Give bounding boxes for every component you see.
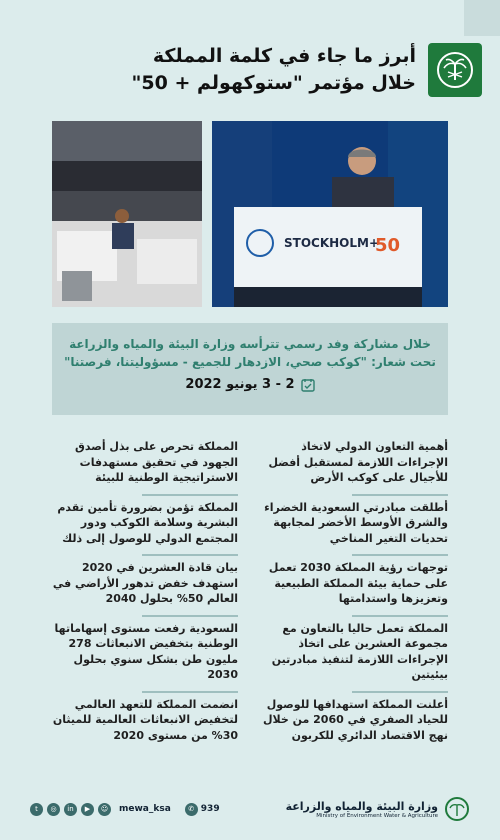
youtube-icon[interactable]: ▶ [81,803,94,816]
header [40,40,482,100]
ministry-name-ar: وزارة البيئة والمياه والزراعة [285,799,438,813]
corner-tab [464,0,500,36]
key-point: بيان قادة العشرين في 2020 استهدف خفض تدهور الأراضي في العالم 50% بحلول 2040 [52,556,238,617]
hotline [185,803,220,816]
ministry-logo [428,43,482,97]
key-point: المملكة تحرص على بذل أصدق الجهود في تحقيق مستهدفات الاستراتيجية الوطنية للبيئة [52,435,238,496]
info-line-1: خلال مشاركة وفد رسمي تترأسه وزارة البيئة والمياه والزراعة [69,337,431,351]
calendar-check-icon [301,378,315,392]
key-point: السعودية رفعت مستوى إسهاماتها الوطنية بتخفيض الانبعاثات 278 مليون طن بشكل سنوي بحلول 2030 [52,617,238,693]
info-line-2: تحت شعار: "كوكب صحي، الازدهار للجميع - مسؤوليتنا، فرصتنا" [64,355,436,369]
twitter-icon[interactable]: t [30,803,43,816]
linkedin-icon[interactable]: in [64,803,77,816]
title-line-1: أبرز ما جاء في كلمة المملكة [152,45,416,67]
key-point: أعلنت المملكة استهدافها للوصول للحياد الصفري في 2060 من خلال نهج الاقتصاد الدائري للكربون [262,697,448,742]
photo-strip [52,121,448,307]
key-points-grid [52,435,448,753]
page-title [131,43,416,97]
title-line-2: خلال مؤتمر "ستوكهولم + 50" [131,72,416,94]
event-date-text: 2 - 3 يونيو 2022 [185,377,295,392]
key-point: انضمت المملكة للتعهد العالمي لتخفيض الانبعاثات العالمية للميثان 30% من مستوى 2020 [52,697,238,742]
key-point: المملكة تعمل حاليا بالتعاون مع مجموعة العشرين على اتخاذ الإجراءات اللازمة لتنفيذ مبادرتين بيئيتين [262,617,448,693]
hotline-number: 939 [200,804,220,814]
palm-emblem-icon [435,50,475,90]
snapchat-icon[interactable]: ☺ [98,803,111,816]
key-point: توجهات رؤية المملكة 2030 تعمل على حماية بيئة المملكة الطبيعية وتعزيزها واستدامتها [262,556,448,617]
conference-hall-photo [52,121,202,307]
podium-number: 50 [375,235,401,256]
speaker-podium-photo [212,121,448,307]
social-links [30,803,220,816]
event-date [52,377,448,392]
key-point: أطلقت مبادرتي السعودية الخضراء والشرق الأوسط الأخضر لمجابهة تحديات التغير المناخي [262,496,448,557]
podium-text: STOCKHOLM+ [284,236,380,250]
ministry-branding [286,796,470,822]
instagram-icon[interactable]: ◎ [47,803,60,816]
key-point: المملكة تؤمن بضرورة تأمين تقدم البشرية وسلامة الكوكب ودور المجتمع الدولي للوصول إلى ذلك [52,496,238,557]
event-info-panel [52,323,448,415]
ministry-name-en: Ministry of Environment Water & Agriculture [316,812,438,819]
ministry-emblem-icon [444,796,470,822]
footer [30,792,470,826]
social-handle[interactable]: mewa_ksa [119,804,171,814]
phone-icon: ✆ [185,803,198,816]
key-point: أهمية التعاون الدولي لاتخاذ الإجراءات اللازمة لمستقبل أفضل للأجيال على كوكب الأرض [262,435,448,496]
